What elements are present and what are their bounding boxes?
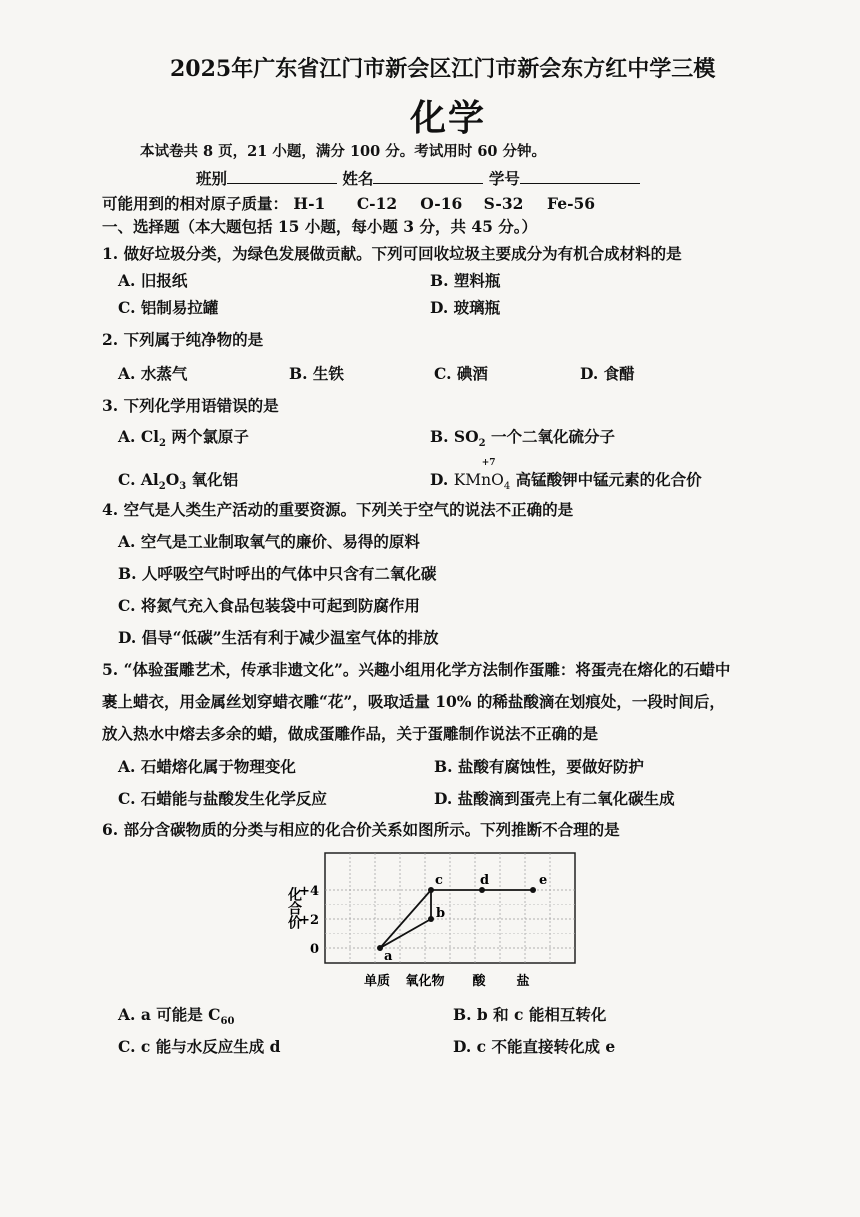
q1-option-d[interactable]: D. 玻璃瓶	[430, 298, 501, 317]
carbon-valence-chart	[280, 845, 580, 995]
y-tick-label: +2	[299, 913, 319, 928]
mass-c: C-12	[356, 194, 398, 213]
chart-grid	[325, 853, 575, 963]
point-e	[530, 887, 536, 893]
q6-option-c[interactable]: C. c 能与水反应生成 d	[118, 1037, 281, 1056]
point-b	[428, 916, 434, 922]
q3-d-charge: +7	[481, 458, 496, 468]
q6-stem: 6. 部分含碳物质的分类与相应的化合价关系如图所示。下列推断不合理的是	[102, 820, 620, 839]
q3-b-meaning: 一个二氧化硫分子	[485, 427, 615, 446]
q3-c-subscript-2: 3	[179, 481, 187, 493]
q1-option-a[interactable]: A. 旧报纸	[118, 271, 188, 290]
q2-option-d[interactable]: D. 食醋	[580, 364, 635, 383]
q3-d-subscript: 4	[503, 481, 511, 493]
exam-info: 本试卷共 8 页，21 小题，满分 100 分。考试用时 60 分钟。	[140, 143, 547, 160]
chart-y-ticks	[299, 884, 319, 957]
x-category-label: 单质	[363, 974, 391, 989]
q3-a-meaning: 两个氯原子	[166, 427, 249, 446]
class-label: 班别	[196, 169, 228, 188]
chart-points	[377, 873, 547, 964]
mass-h: H-1	[293, 194, 326, 213]
q3-c-subscript-1: 2	[158, 481, 166, 493]
q2-option-a[interactable]: A. 水蒸气	[118, 364, 188, 383]
q6-option-a[interactable]	[118, 1003, 234, 1027]
q4-option-d[interactable]: D. 倡导“低碳”生活有利于减少温室气体的排放	[118, 628, 439, 647]
q6-option-d[interactable]: D. c 不能直接转化成 e	[453, 1037, 616, 1056]
mass-fe: Fe-56	[547, 194, 596, 213]
q5-option-c[interactable]: C. 石蜡能与盐酸发生化学反应	[118, 789, 327, 808]
chart-y-label: 化合价	[286, 887, 302, 929]
q3-option-d[interactable]	[430, 458, 702, 493]
q5-option-a[interactable]: A. 石蜡熔化属于物理变化	[118, 757, 296, 776]
point-label-a: a	[384, 949, 393, 964]
x-category-label: 酸	[472, 974, 486, 989]
subject-title: 化学	[410, 97, 487, 139]
id-label: 学号	[488, 169, 520, 188]
q3-c-meaning: 氧化铝	[186, 470, 239, 489]
q6-a-subscript: 60	[220, 1016, 235, 1028]
exam-title: 2025年广东省江门市新会区江门市新会东方红中学三模	[170, 56, 716, 82]
q3-option-c[interactable]	[118, 468, 238, 492]
atomic-mass-label: 可能用到的相对原子质量：	[102, 194, 289, 213]
chart-connector-a-c	[380, 890, 431, 948]
q3-a-formula: A. Cl	[118, 427, 160, 446]
q4-option-a[interactable]: A. 空气是工业制取氧气的廉价、易得的原料	[118, 532, 420, 551]
mass-s: S-32	[483, 194, 524, 213]
x-category-label: 氧化物	[405, 974, 445, 989]
q4-option-c[interactable]: C. 将氮气充入食品包装袋中可起到防腐作用	[118, 596, 420, 615]
q2-stem: 2. 下列属于纯净物的是	[102, 330, 264, 349]
chart-x-labels	[364, 973, 530, 989]
q3-d-formula: KMnO	[453, 471, 504, 489]
point-label-c: c	[435, 873, 443, 888]
q2-option-c[interactable]: C. 碘酒	[434, 364, 488, 383]
q6-a-text: A. a 可能是 C	[118, 1005, 221, 1024]
y-tick-label: +4	[299, 884, 319, 899]
q5-stem-line-3: 放入热水中熔去多余的蜡，做成蛋雕作品，关于蛋雕制作说法不正确的是	[102, 724, 599, 743]
point-label-b: b	[436, 906, 446, 921]
id-blank[interactable]	[520, 169, 640, 184]
q4-option-b[interactable]: B. 人呼吸空气时呼出的气体中只含有二氧化碳	[118, 564, 437, 583]
q1-option-b[interactable]: B. 塑料瓶	[430, 271, 501, 290]
q1-option-c[interactable]: C. 铝制易拉罐	[118, 298, 219, 317]
q3-b-subscript: 2	[478, 438, 486, 450]
q3-option-b[interactable]	[430, 425, 615, 449]
point-a	[377, 945, 383, 951]
q5-option-d[interactable]: D. 盐酸滴到蛋壳上有二氧化碳生成	[434, 789, 675, 808]
point-c	[428, 887, 434, 893]
atomic-mass-line	[102, 192, 595, 214]
point-label-e: e	[539, 873, 548, 888]
mass-o: O-16	[420, 194, 463, 213]
class-blank[interactable]	[227, 169, 337, 184]
student-info-row	[196, 167, 640, 189]
section-title: 一、选择题（本大题包括 15 小题，每小题 3 分，共 45 分。）	[102, 217, 538, 236]
name-label: 姓名	[342, 169, 374, 188]
q5-stem-line-1: 5. “体验蛋雕艺术，传承非遗文化”。兴趣小组用化学方法制作蛋雕：将蛋壳在熔化的石蜡中	[102, 660, 731, 679]
chart-connector-a-b	[380, 919, 431, 948]
q6-option-b[interactable]: B. b 和 c 能相互转化	[453, 1005, 607, 1024]
q5-stem-line-2: 裹上蜡衣，用金属丝划穿蜡衣雕“花”，吸取适量 10% 的稀盐酸滴在划痕处，一段时间后，	[102, 692, 725, 711]
q3-c-formula: C. Al	[118, 470, 159, 489]
q3-option-a[interactable]	[118, 425, 249, 449]
q2-option-b[interactable]: B. 生铁	[289, 364, 344, 383]
q3-stem: 3. 下列化学用语错误的是	[102, 396, 279, 415]
q3-d-meaning: 高锰酸钾中锰元素的化合价	[510, 470, 702, 489]
name-blank[interactable]	[373, 169, 483, 184]
q3-c-formula-mid: O	[165, 470, 180, 489]
q5-option-b[interactable]: B. 盐酸有腐蚀性，要做好防护	[434, 757, 644, 776]
q1-stem: 1. 做好垃圾分类，为绿色发展做贡献。下列可回收垃圾主要成分为有机合成材料的是	[102, 244, 682, 263]
x-category-label: 盐	[516, 974, 530, 989]
y-tick-label: 0	[309, 942, 319, 957]
q3-d-label: D.	[430, 470, 449, 489]
q3-b-formula: B. SO	[430, 427, 479, 446]
q3-a-subscript: 2	[159, 438, 167, 450]
q4-stem: 4. 空气是人类生产活动的重要资源。下列关于空气的说法不正确的是	[102, 500, 574, 519]
point-label-d: d	[480, 873, 490, 888]
